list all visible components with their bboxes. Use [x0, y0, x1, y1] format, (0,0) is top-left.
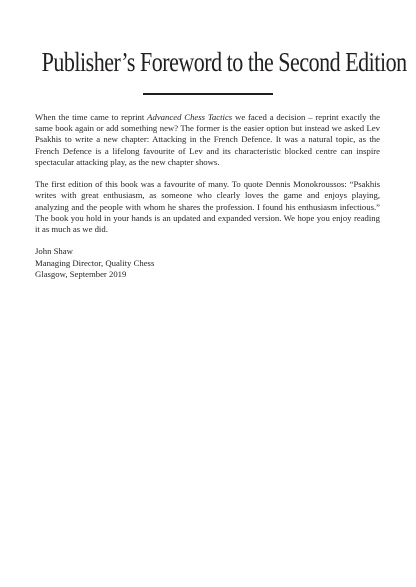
- paragraph-1-text-start: When the time came to reprint: [35, 112, 148, 122]
- foreword-body: [35, 112, 380, 280]
- foreword-paragraph-1: [35, 112, 380, 168]
- page-title: Publisher’s Foreword to the Second Edition: [41, 46, 407, 77]
- signature-name: John Shaw: [35, 246, 73, 257]
- foreword-paragraph-2: The first edition of this book was a favourite of many. To quote Dennis Monokroussos: “Psakhis writes with great enthusiasm, as someone who clearly loves the game and enjoys playing, analyzing and the people with whom he shares the profession. I found his enthusiasm infectious.” The book you hold in your hands is an updated and expanded version. We hope you enjoy reading it as much as we did.: [35, 179, 380, 235]
- title-underline-rule: [143, 93, 273, 95]
- signature-role: Managing Director, Quality Chess: [35, 257, 155, 268]
- book-title-italic: Advanced Chess Tactics: [147, 112, 233, 122]
- signature-place-date: Glasgow, September 2019: [35, 268, 127, 279]
- paragraph-1-text-end: we faced a decision – reprint exactly the same book again or add something new? The former is the easier option but instead we asked Lev Psakhis to write a new chapter: Attacking in the French Defence. It was a natural topic, as the French Defence is a lifelong favourite of Lev and its characteristic blocked centre can inspire spectacular attacking play, as the new chapter shows.: [35, 112, 380, 167]
- signature-block: [35, 246, 380, 280]
